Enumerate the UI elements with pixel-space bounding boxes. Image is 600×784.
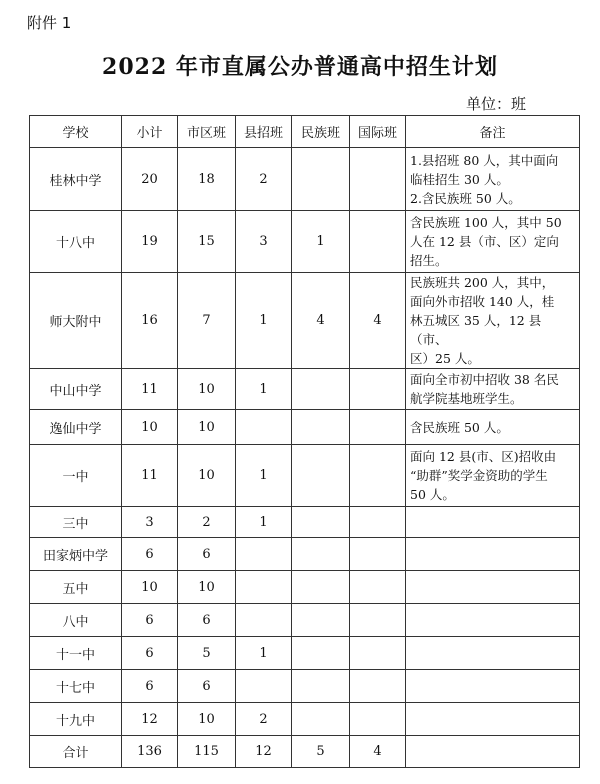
cell-subtotal: 20	[122, 148, 178, 211]
cell-subtotal: 136	[122, 736, 178, 768]
cell-subtotal: 3	[122, 507, 178, 538]
cell-county: 1	[236, 637, 292, 670]
cell-county: 2	[236, 703, 292, 736]
cell-county: 1	[236, 507, 292, 538]
cell-ethnic	[292, 604, 350, 637]
cell-city: 5	[178, 637, 236, 670]
table-row	[30, 148, 580, 211]
cell-notes	[406, 148, 580, 211]
column-header-subtotal: 小计	[122, 116, 178, 148]
cell-city: 115	[178, 736, 236, 768]
cell-county: 2	[236, 148, 292, 211]
cell-subtotal: 16	[122, 273, 178, 369]
cell-subtotal: 11	[122, 445, 178, 507]
cell-ethnic: 5	[292, 736, 350, 768]
cell-notes	[406, 445, 580, 507]
table-row	[30, 507, 580, 538]
cell-international	[350, 637, 406, 670]
note-line: 招生。	[410, 253, 448, 268]
cell-school: 逸仙中学	[30, 410, 122, 445]
cell-county	[236, 410, 292, 445]
cell-school: 合计	[30, 736, 122, 768]
cell-school: 八中	[30, 604, 122, 637]
cell-subtotal: 6	[122, 538, 178, 571]
cell-ethnic	[292, 148, 350, 211]
cell-subtotal: 19	[122, 211, 178, 273]
cell-subtotal: 6	[122, 604, 178, 637]
cell-notes	[406, 670, 580, 703]
cell-county: 12	[236, 736, 292, 768]
note-line: 临桂招生 30 人。	[410, 171, 509, 187]
cell-city: 18	[178, 148, 236, 211]
cell-school: 桂林中学	[30, 148, 122, 211]
cell-ethnic	[292, 369, 350, 410]
note-line: 航学院基地班学生。	[410, 391, 523, 406]
note-line: 1.县招班 80 人，其中面向	[410, 152, 559, 168]
cell-notes	[406, 369, 580, 410]
cell-international	[350, 571, 406, 604]
cell-subtotal: 6	[122, 670, 178, 703]
cell-county	[236, 670, 292, 703]
cell-notes	[406, 571, 580, 604]
note-line: 含民族班 50 人。	[410, 419, 509, 435]
cell-international	[350, 604, 406, 637]
cell-city: 10	[178, 703, 236, 736]
table-row	[30, 273, 580, 369]
cell-city: 2	[178, 507, 236, 538]
column-header-ethnic: 民族班	[292, 116, 350, 148]
column-header-notes: 备注	[406, 116, 580, 148]
cell-school: 田家炳中学	[30, 538, 122, 571]
cell-international	[350, 538, 406, 571]
column-header-international: 国际班	[350, 116, 406, 148]
table-row	[30, 703, 580, 736]
cell-school: 一中	[30, 445, 122, 507]
cell-notes	[406, 637, 580, 670]
cell-international	[350, 507, 406, 538]
cell-city: 10	[178, 445, 236, 507]
cell-ethnic	[292, 703, 350, 736]
page-title: 2022 年市直属公办普通高中招生计划	[102, 54, 498, 80]
cell-school: 师大附中	[30, 273, 122, 369]
cell-international	[350, 703, 406, 736]
table-row	[30, 604, 580, 637]
table-row	[30, 637, 580, 670]
cell-subtotal: 10	[122, 571, 178, 604]
table-total-row	[30, 736, 580, 768]
column-header-county: 县招班	[236, 116, 292, 148]
cell-ethnic	[292, 538, 350, 571]
note-line: 区）25 人。	[410, 351, 480, 366]
note-line: 面向外市招收 140 人，桂	[410, 294, 555, 309]
cell-notes	[406, 273, 580, 369]
note-line: 人在 12 县（市、区）定向	[410, 234, 559, 249]
cell-county: 1	[236, 273, 292, 369]
cell-subtotal: 11	[122, 369, 178, 410]
cell-school: 十八中	[30, 211, 122, 273]
cell-ethnic	[292, 507, 350, 538]
cell-county: 1	[236, 445, 292, 507]
note-line: “助群”奖学金资助的学生	[410, 468, 548, 483]
cell-notes	[406, 538, 580, 571]
cell-notes	[406, 410, 580, 445]
cell-international: 4	[350, 273, 406, 369]
cell-notes	[406, 507, 580, 538]
cell-city: 10	[178, 410, 236, 445]
cell-city: 6	[178, 604, 236, 637]
cell-school: 五中	[30, 571, 122, 604]
cell-ethnic: 1	[292, 211, 350, 273]
cell-school: 十一中	[30, 637, 122, 670]
cell-international	[350, 410, 406, 445]
cell-international	[350, 445, 406, 507]
cell-city: 15	[178, 211, 236, 273]
note-line: 民族班共 200 人，其中，	[410, 275, 555, 290]
cell-international	[350, 369, 406, 410]
cell-county	[236, 571, 292, 604]
cell-international: 4	[350, 736, 406, 768]
cell-international	[350, 670, 406, 703]
cell-subtotal: 6	[122, 637, 178, 670]
attachment-label: 附件 1	[27, 14, 72, 32]
note-line: 面向全市初中招收 38 名民	[410, 372, 559, 387]
cell-school: 三中	[30, 507, 122, 538]
table-row	[30, 670, 580, 703]
cell-county: 1	[236, 369, 292, 410]
cell-ethnic	[292, 445, 350, 507]
table-row	[30, 538, 580, 571]
cell-city: 7	[178, 273, 236, 369]
cell-city: 10	[178, 369, 236, 410]
cell-notes	[406, 703, 580, 736]
cell-ethnic	[292, 670, 350, 703]
table-row	[30, 445, 580, 507]
table-row	[30, 369, 580, 410]
note-line: 林五城区 35 人，12 县（市、	[410, 313, 542, 347]
cell-county	[236, 604, 292, 637]
cell-city: 6	[178, 670, 236, 703]
cell-ethnic	[292, 410, 350, 445]
enrollment-plan-table	[29, 115, 580, 768]
column-header-school: 学校	[30, 116, 122, 148]
cell-subtotal: 10	[122, 410, 178, 445]
unit-label: 单位：班	[466, 95, 527, 113]
cell-ethnic	[292, 637, 350, 670]
cell-international	[350, 211, 406, 273]
cell-notes	[406, 604, 580, 637]
cell-notes	[406, 211, 580, 273]
cell-ethnic	[292, 571, 350, 604]
table-row	[30, 410, 580, 445]
table-header-row	[30, 116, 580, 148]
note-line: 面向 12 县(市、区)招收由	[410, 449, 557, 464]
cell-notes	[406, 736, 580, 768]
table-row	[30, 571, 580, 604]
note-line: 50 人。	[410, 487, 455, 502]
cell-international	[350, 148, 406, 211]
table-row	[30, 211, 580, 273]
note-line: 含民族班 100 人，其中 50	[410, 215, 562, 230]
cell-subtotal: 12	[122, 703, 178, 736]
cell-school: 中山中学	[30, 369, 122, 410]
cell-city: 6	[178, 538, 236, 571]
cell-ethnic: 4	[292, 273, 350, 369]
cell-school: 十九中	[30, 703, 122, 736]
cell-county	[236, 538, 292, 571]
cell-school: 十七中	[30, 670, 122, 703]
note-line: 2.含民族班 50 人。	[410, 190, 521, 206]
column-header-city: 市区班	[178, 116, 236, 148]
cell-county: 3	[236, 211, 292, 273]
cell-city: 10	[178, 571, 236, 604]
